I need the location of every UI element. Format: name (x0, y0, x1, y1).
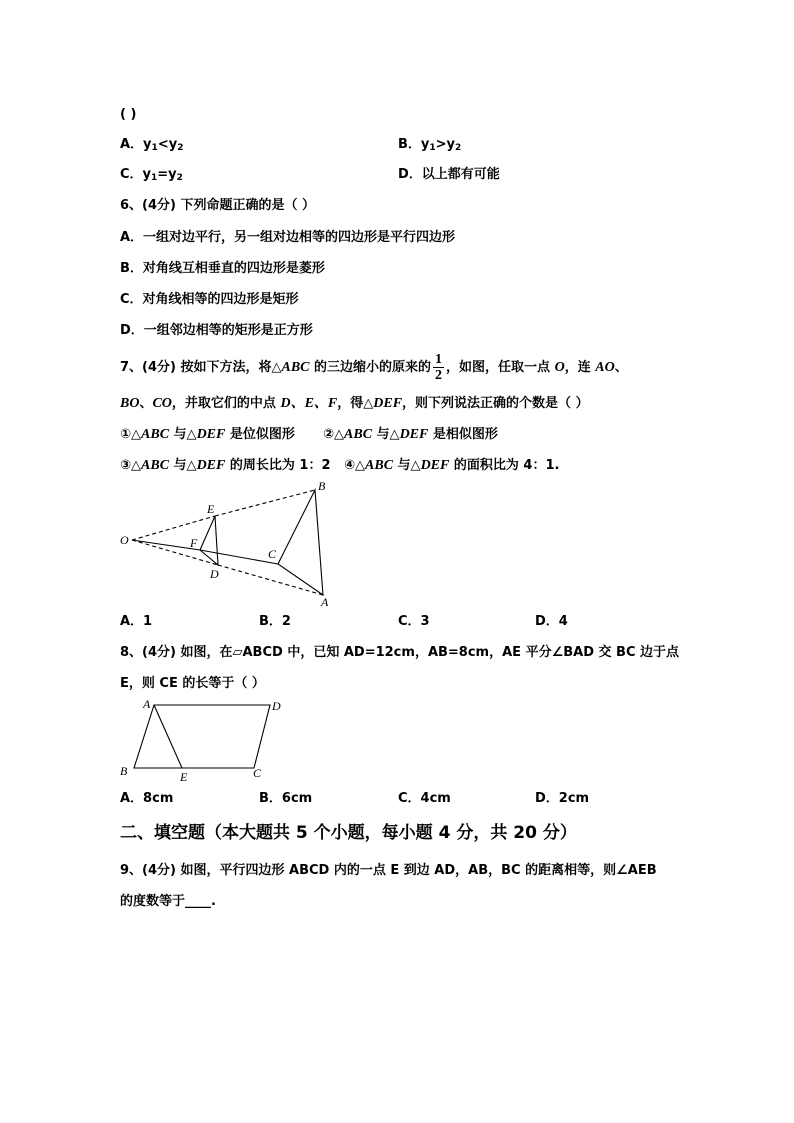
q7-s3-mid: 与△ (169, 458, 197, 473)
q7-label-c: C (268, 547, 277, 561)
q7-s1-post: 是位似图形 (225, 427, 295, 442)
q8-label-b: B (120, 764, 128, 778)
q8-label-c: C (253, 766, 262, 780)
q5-option-a-sub1: 1 (151, 143, 158, 153)
q8-option-c: C．4cm (398, 791, 451, 806)
q7-triangle-abc (278, 490, 323, 595)
q7-label-b: B (318, 479, 326, 493)
q5-option-c-sub2: 2 (176, 173, 183, 183)
q7-segment-da (218, 565, 323, 595)
q7-line2-d: ，则下列说法正确的个数是（ ） (402, 396, 589, 411)
q9-stem-line2: 的度数等于____. (120, 894, 216, 909)
q5-option-b-sub1: 1 (429, 143, 436, 153)
q5-option-b (398, 136, 461, 157)
q7-co: CO (152, 396, 172, 411)
q7-s2-mid: 与△ (372, 427, 400, 442)
q8-label-a: A (143, 697, 151, 711)
q5-option-c-tail: =y (157, 167, 177, 182)
q6-option-d: D．一组邻边相等的矩形是正方形 (120, 323, 313, 338)
q7-line2-c: ，得△ (337, 396, 374, 411)
q8-option-d: D．2cm (535, 791, 590, 806)
q9-stem-line1: 9、(4分) 如图，平行四边形 ABCD 内的一点 E 到边 AD，AB，BC 的距离相等，则∠AEB (120, 863, 657, 878)
q7-midpoints: D、E、F (280, 396, 338, 411)
q7-segment-od (132, 540, 218, 565)
q7-segment-eb (215, 490, 315, 516)
q6-option-b: B．对角线互相垂直的四边形是菱形 (120, 261, 325, 276)
q5-option-c (120, 166, 183, 187)
q7-line2-b: ，并取它们的中点 (171, 396, 281, 411)
q8-label-d: D (272, 699, 281, 713)
q7-line2-a: 、 (139, 396, 153, 411)
q7-ao: AO (595, 360, 615, 375)
q7-s3-def: DEF (196, 458, 226, 473)
q7-abc: ABC (281, 360, 310, 375)
q7-s2-post: 是相似图形 (428, 427, 498, 442)
q7-s2-abc: ABC (344, 427, 373, 442)
q7-s4-abc: ABC (365, 458, 394, 473)
q7-homothety-figure (110, 478, 350, 608)
q7-fraction (433, 352, 444, 383)
q7-statement-4 (344, 457, 559, 475)
q7-s2-def: DEF (399, 427, 429, 442)
q5-option-a (120, 136, 183, 157)
q5-option-c-label: C．y (120, 167, 152, 182)
q7-frac-num: 1 (435, 352, 443, 367)
q7-s3-pre: ③△ (120, 458, 142, 473)
q7-s2-pre: ②△ (323, 427, 345, 442)
q7-label-o: O (120, 533, 129, 547)
q7-frac-den: 2 (435, 368, 443, 383)
q8-parallelogram-figure (112, 696, 292, 786)
q7-s3-abc: ABC (141, 458, 170, 473)
q8-label-e: E (180, 770, 188, 784)
q7-s4-post: 的面积比为 4：1. (449, 458, 560, 473)
q8-option-a: A．8cm (120, 791, 174, 806)
q8-parallelogram-abcd (134, 705, 270, 768)
q8-segment-ae (154, 705, 182, 768)
q7-statement-1 (120, 426, 295, 444)
q7-o: O (554, 360, 565, 375)
q5-option-b-sub2: 2 (455, 143, 462, 153)
q7-option-a: A．1 (120, 614, 153, 629)
q7-s3-post: 的周长比为 1：2 (225, 458, 331, 473)
q5-option-a-label: A．y (120, 137, 152, 152)
q7-stem-line1 (120, 352, 628, 384)
q7-option-d: D．4 (535, 614, 568, 629)
q7-option-b: B．2 (259, 614, 291, 629)
q5-option-d: D．以上都有可能 (398, 167, 500, 182)
q7-label-e: E (207, 502, 215, 516)
q7-s4-mid: 与△ (393, 458, 421, 473)
q7-label-f: F (190, 536, 198, 550)
q7-stem-mid: 的三边缩小的原来的 (309, 360, 432, 375)
q8-stem-line2: E，则 CE 的长等于（ ） (120, 676, 265, 691)
section-title-fill-in: 二、填空题（本大题共 5 个小题，每小题 4 分，共 20 分） (120, 823, 577, 843)
q7-def: DEF (373, 396, 403, 411)
q7-s4-pre: ④△ (344, 458, 366, 473)
q7-statement-3 (120, 457, 331, 475)
q7-s4-def: DEF (420, 458, 450, 473)
q7-stem-post2: ，连 (564, 360, 596, 375)
q5-option-a-sub2: 2 (177, 143, 184, 153)
q6-stem: 6、(4分) 下列命题正确的是（ ） (120, 198, 316, 213)
q7-label-d: D (210, 567, 219, 581)
q7-triangle-def (200, 516, 218, 565)
q7-s1-mid: 与△ (169, 427, 197, 442)
q5-option-b-label: B．y (398, 137, 430, 152)
q5-answer-paren: ( ) (120, 107, 137, 122)
q8-option-b: B．6cm (259, 791, 313, 806)
q7-s1-pre: ①△ (120, 427, 142, 442)
q7-stem-line2 (120, 395, 589, 413)
q7-segment-fc (200, 550, 278, 564)
q6-option-a: A．一组对边平行，另一组对边相等的四边形是平行四边形 (120, 230, 456, 245)
q7-stem-post3: 、 (614, 360, 628, 375)
q5-option-a-tail: <y (157, 137, 178, 152)
q8-stem-line1: 8、(4分) 如图，在▱ABCD 中，已知 AD=12cm，AB=8cm，AE 平分∠BAD 交 BC 边于点 (120, 645, 680, 660)
q7-stem-pre: 7、(4分) 按如下方法，将△ (120, 360, 282, 375)
q7-segment-oe (132, 516, 215, 540)
q7-s1-def: DEF (196, 427, 226, 442)
q7-statement-2 (323, 426, 498, 444)
q5-option-c-sub1: 1 (151, 173, 158, 183)
q7-option-c: C．3 (398, 614, 430, 629)
q5-option-b-tail: >y (435, 137, 456, 152)
q7-s1-abc: ABC (141, 427, 170, 442)
q6-option-c: C．对角线相等的四边形是矩形 (120, 292, 299, 307)
q7-bo: BO (120, 396, 140, 411)
q7-label-a: A (321, 595, 329, 608)
q7-stem-post1: ，如图，任取一点 (446, 360, 555, 375)
